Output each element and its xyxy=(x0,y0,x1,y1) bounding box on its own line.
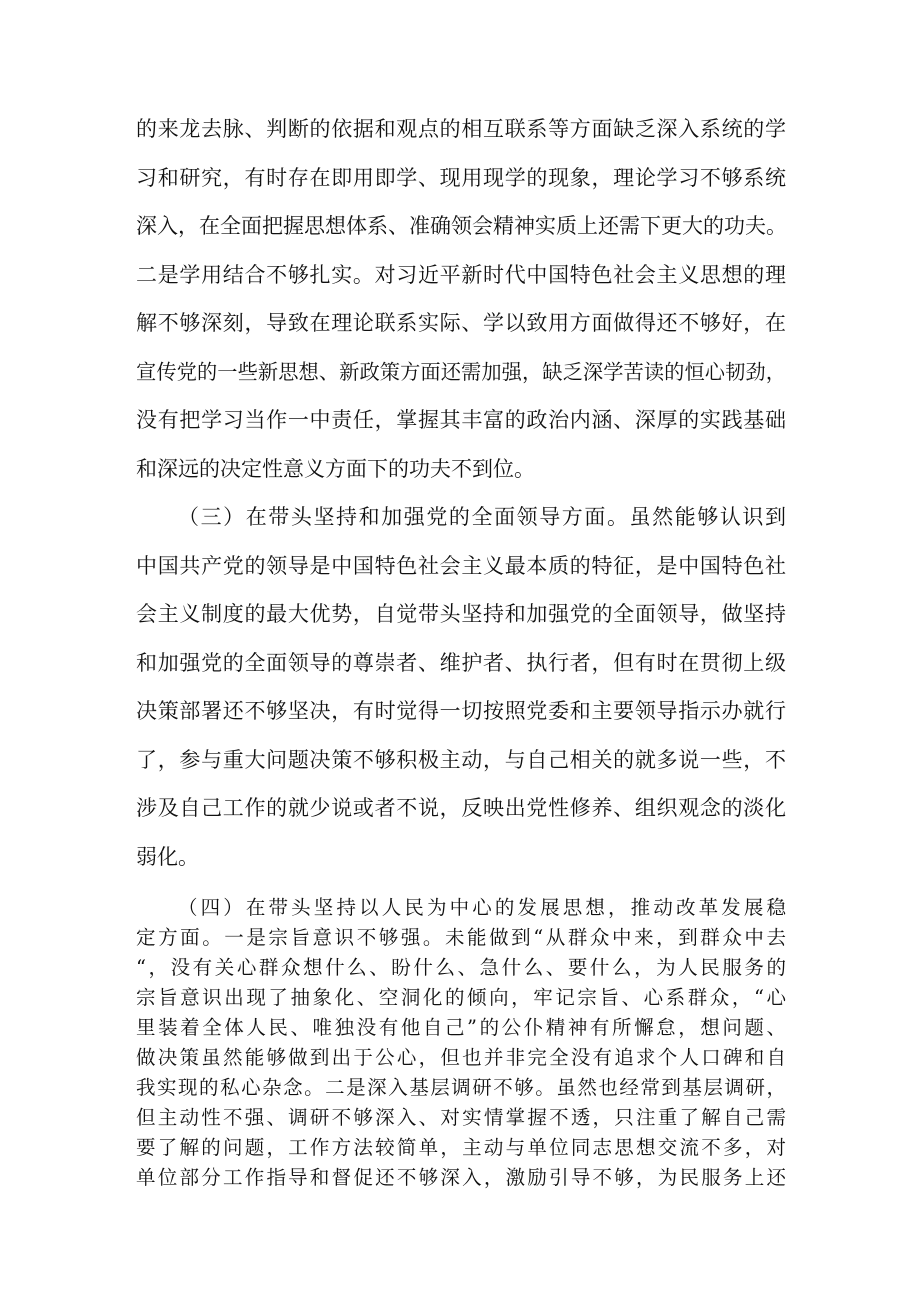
text-line: 做决策虽然能够做到出于公心，但也并非完全没有追求个人口碑和自 xyxy=(136,1046,786,1069)
text-line: 宣传党的一些新思想、新政策方面还需加强，缺乏深学苦读的恒心韧劲， xyxy=(136,360,786,384)
text-line: 了，参与重大问题决策不够积极主动，与自己相关的就多说一些，不 xyxy=(136,748,786,772)
text-line: 涉及自己工作的就少说或者不说，反映出党性修养、组织观念的淡化 xyxy=(136,796,786,820)
text-line: 没有把学习当作一中责任，掌握其丰富的政治内涵、深厚的实践基础 xyxy=(136,408,786,432)
text-line: 我实现的私心杂念。二是深入基层调研不够。虽然也经常到基层调研， xyxy=(136,1076,786,1099)
text-line: 解不够深刻，导致在理论联系实际、学以致用方面做得还不够好，在 xyxy=(136,311,786,335)
text-line: 习和研究，有时存在即用即学、现用现学的现象，理论学习不够系统 xyxy=(136,166,786,190)
text-line: 里装着全体人民、唯独没有他自己”的公仆精神有所懈怠，想问题、 xyxy=(136,1016,786,1039)
text-line: 弱化。 xyxy=(136,845,199,869)
text-line: 的来龙去脉、判断的依据和观点的相互联系等方面缺乏深入系统的学 xyxy=(136,117,786,141)
text-line: 会主义制度的最大优势，自觉带头坚持和加强党的全面领导，做坚持 xyxy=(136,602,786,626)
text-line: 单位部分工作指导和督促还不够深入，激励引导不够，为民服务上还 xyxy=(136,1166,786,1189)
text-line: 要了解的问题，工作方法较简单，主动与单位同志思想交流不多，对 xyxy=(136,1136,786,1159)
text-line: 宗旨意识出现了抽象化、空洞化的倾向，牢记宗旨、心系群众，“心 xyxy=(136,986,786,1009)
text-line: 和深远的决定性意义方面下的功夫不到位。 xyxy=(136,457,535,481)
text-line: 决策部署还不够坚决，有时觉得一切按照党委和主要领导指示办就行 xyxy=(136,699,786,723)
text-line: 中国共产党的领导是中国特色社会主义最本质的特征，是中国特色社 xyxy=(136,554,786,578)
text-line: “，没有关心群众想什么、盼什么、急什么、要什么，为人民服务的 xyxy=(136,956,786,979)
text-line: 二是学用结合不够扎实。对习近平新时代中国特色社会主义思想的理 xyxy=(136,263,786,287)
paragraph-heading-line: （四）在带头坚持以人民为中心的发展思想，推动改革发展稳 xyxy=(178,896,786,919)
text-line: 定方面。一是宗旨意识不够强。未能做到“从群众中来，到群众中去 xyxy=(136,926,786,949)
text-line: 深入，在全面把握思想体系、准确领会精神实质上还需下更大的功夫。 xyxy=(136,214,787,238)
text-line: 但主动性不强、调研不够深入、对实情掌握不透，只注重了解自己需 xyxy=(136,1106,786,1129)
text-line: 和加强党的全面领导的尊崇者、维护者、执行者，但有时在贯彻上级 xyxy=(136,651,786,675)
paragraph-heading-line: （三）在带头坚持和加强党的全面领导方面。虽然能够认识到 xyxy=(178,505,786,529)
